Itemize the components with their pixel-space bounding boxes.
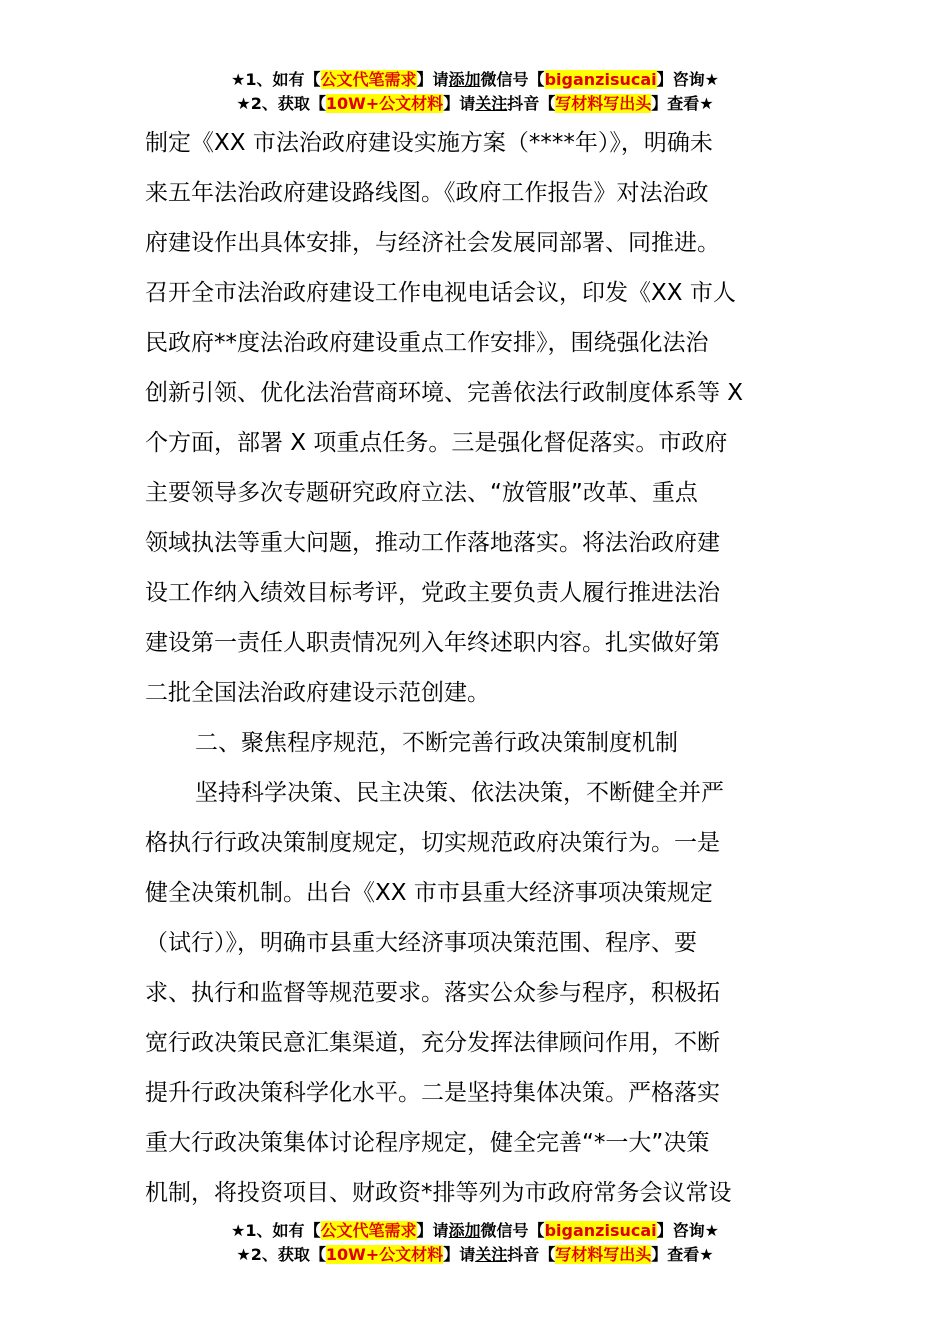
promo-underlined-text: 添加 — [448, 1221, 481, 1240]
promo-banner-top — [0, 68, 950, 116]
promo-line-1 — [0, 68, 950, 92]
promo-text: 】查看★ — [651, 94, 714, 113]
promo-wechat-id: biganzisucai — [544, 70, 657, 89]
promo-line-1 — [0, 1219, 950, 1243]
body-line: 建设第一责任人职责情况列入年终述职内容。扎实做好第 — [145, 630, 720, 656]
section-heading: 二、聚焦程序规范，不断完善行政决策制度机制 — [195, 730, 678, 756]
body-line: 健全决策机制。出台《XX 市市县重大经济事项决策规定 — [145, 880, 713, 906]
promo-text: 】查看★ — [651, 1245, 714, 1264]
body-line: 设工作纳入绩效目标考评，党政主要负责人履行推进法治 — [145, 580, 720, 606]
promo-text: 抖音【 — [507, 1245, 556, 1264]
body-line: 提升行政决策科学化水平。二是坚持集体决策。严格落实 — [145, 1080, 720, 1106]
promo-text: 】请 — [416, 70, 449, 89]
promo-wechat-id: biganzisucai — [544, 1221, 657, 1240]
body-line: （试行）》，明确市县重大经济事项决策范围、程序、要 — [145, 930, 697, 956]
promo-douyin-id: 写材料写出头 — [555, 94, 652, 113]
body-line: 个方面，部署 X 项重点任务。三是强化督促落实。市政府 — [145, 430, 728, 456]
promo-highlight: 10W+公文材料 — [325, 1245, 444, 1264]
body-line: 府建设作出具体安排，与经济社会发展同部署、同推进。 — [145, 230, 720, 256]
promo-highlight: 公文代笔需求 — [320, 1221, 417, 1240]
promo-text: 】请 — [443, 94, 476, 113]
promo-text: 】咨询★ — [656, 70, 719, 89]
body-line: 领域执法等重大问题，推动工作落地落实。将法治政府建 — [145, 530, 720, 556]
promo-underlined-text: 关注 — [475, 1245, 508, 1264]
body-line: 二批全国法治政府建设示范创建。 — [145, 680, 490, 706]
promo-underlined-text: 添加 — [448, 70, 481, 89]
body-line: 主要领导多次专题研究政府立法、“放管服”改革、重点 — [145, 480, 698, 506]
promo-text: 】请 — [416, 1221, 449, 1240]
body-line: 来五年法治政府建设路线图。《政府工作报告》对法治政 — [145, 180, 709, 206]
promo-text: ★2、获取【 — [236, 94, 326, 113]
promo-text: ★1、如有【 — [231, 70, 321, 89]
body-line: 重大行政决策集体讨论程序规定，健全完善“*一大”决策 — [145, 1130, 710, 1156]
paragraph-first-line: 坚持科学决策、民主决策、依法决策，不断健全并严 — [195, 780, 724, 806]
body-line: 宽行政决策民意汇集渠道，充分发挥法律顾问作用，不断 — [145, 1030, 720, 1056]
promo-text: 微信号【 — [480, 70, 545, 89]
promo-text: 抖音【 — [507, 94, 556, 113]
promo-line-2 — [0, 1243, 950, 1267]
promo-text: 】咨询★ — [656, 1221, 719, 1240]
promo-text: 】请 — [443, 1245, 476, 1264]
body-line: 创新引领、优化法治营商环境、完善依法行政制度体系等 X — [145, 380, 744, 406]
promo-text: 微信号【 — [480, 1221, 545, 1240]
body-line: 召开全市法治政府建设工作电视电话会议，印发《XX 市人 — [145, 280, 736, 306]
body-line: 机制，将投资项目、财政资*排等列为市政府常务会议常设 — [145, 1180, 732, 1206]
promo-highlight: 10W+公文材料 — [325, 94, 444, 113]
promo-highlight: 公文代笔需求 — [320, 70, 417, 89]
promo-line-2 — [0, 92, 950, 116]
body-line: 求、执行和监督等规范要求。落实公众参与程序，积极拓 — [145, 980, 720, 1006]
promo-underlined-text: 关注 — [475, 94, 508, 113]
body-line: 制定《XX 市法治政府建设实施方案（****年）》，明确未 — [145, 130, 713, 156]
promo-banner-bottom — [0, 1219, 950, 1267]
body-line: 格执行行政决策制度规定，切实规范政府决策行为。一是 — [145, 830, 720, 856]
body-line: 民政府**度法治政府建设重点工作安排》，围绕强化法治 — [145, 330, 709, 356]
promo-text: ★2、获取【 — [236, 1245, 326, 1264]
promo-text: ★1、如有【 — [231, 1221, 321, 1240]
promo-douyin-id: 写材料写出头 — [555, 1245, 652, 1264]
